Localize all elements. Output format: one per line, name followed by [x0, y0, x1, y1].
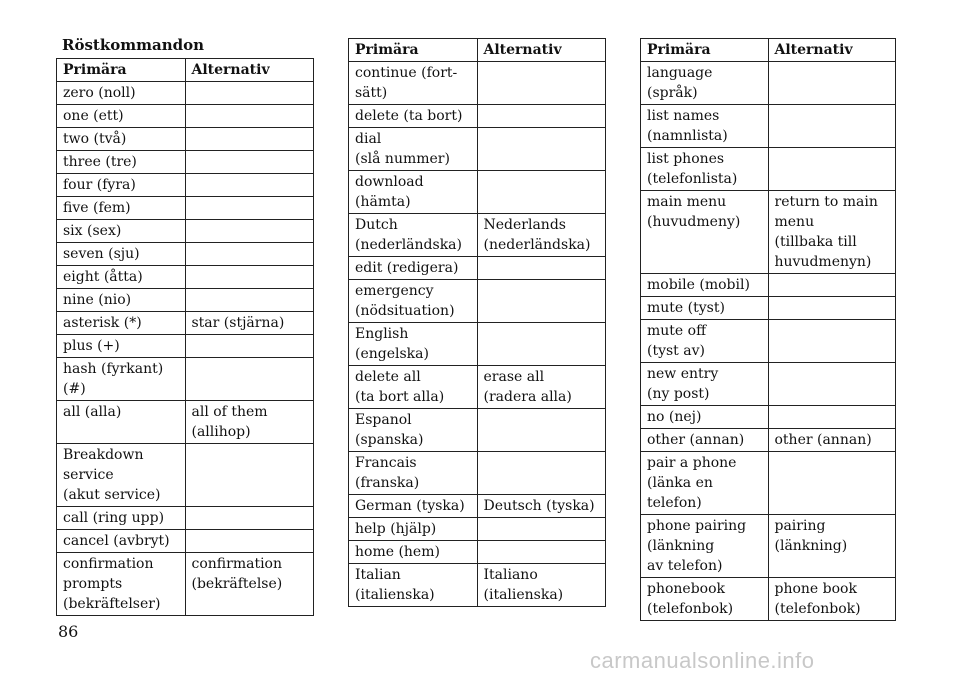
table-row	[641, 297, 896, 320]
table-row	[57, 507, 314, 530]
alternative-command-cell: erase all (radera alla)	[477, 366, 606, 409]
section-heading: Röstkommandon	[62, 36, 205, 54]
primary-command-cell: all (alla)	[57, 401, 186, 444]
primary-command-cell: delete (ta bort)	[349, 105, 478, 128]
table-row	[641, 320, 896, 363]
primary-command-cell: mute (tyst)	[641, 297, 769, 320]
primary-command-cell: asterisk (*)	[57, 312, 186, 335]
table-row	[57, 82, 314, 105]
table-header-row	[641, 39, 896, 62]
primary-command-cell: mobile (mobil)	[641, 274, 769, 297]
primary-command-cell: phonebook (telefonbok)	[641, 578, 769, 621]
table-row	[641, 406, 896, 429]
primary-command-cell: mute off (tyst av)	[641, 320, 769, 363]
alternative-command-cell	[477, 128, 606, 171]
primary-command-cell: new entry (ny post)	[641, 363, 769, 406]
alternative-command-cell	[477, 409, 606, 452]
page-number: 86	[58, 622, 79, 641]
primary-command-cell: nine (nio)	[57, 289, 186, 312]
alternative-command-cell	[477, 323, 606, 366]
alternative-command-cell: phone book (telefonbok)	[768, 578, 896, 621]
primary-command-cell: home (hem)	[349, 541, 478, 564]
alternative-command-cell	[185, 289, 314, 312]
primary-command-cell: six (sex)	[57, 220, 186, 243]
table-row	[641, 105, 896, 148]
table-row	[57, 553, 314, 616]
alternative-command-cell: Italiano (italienska)	[477, 564, 606, 607]
primary-command-cell: cancel (avbryt)	[57, 530, 186, 553]
table-row	[57, 444, 314, 507]
primary-command-cell: no (nej)	[641, 406, 769, 429]
table-row	[641, 429, 896, 452]
alternative-command-cell	[768, 105, 896, 148]
alternative-command-cell	[477, 541, 606, 564]
primary-command-cell: pair a phone (länka en telefon)	[641, 452, 769, 515]
table-row	[641, 452, 896, 515]
alternative-command-cell	[477, 105, 606, 128]
alternative-command-cell	[185, 266, 314, 289]
primary-command-cell: list names (namnlista)	[641, 105, 769, 148]
alternative-command-cell	[768, 452, 896, 515]
table-header-row	[57, 59, 314, 82]
alternative-command-cell	[477, 257, 606, 280]
header-primary: Primära	[57, 59, 186, 82]
primary-command-cell: call (ring upp)	[57, 507, 186, 530]
alternative-command-cell	[768, 297, 896, 320]
alternative-command-cell	[477, 518, 606, 541]
table-row	[349, 280, 606, 323]
table-row	[349, 323, 606, 366]
table-row	[349, 495, 606, 518]
alternative-command-cell	[768, 62, 896, 105]
table-row	[349, 518, 606, 541]
table-row	[641, 148, 896, 191]
header-primary: Primära	[349, 39, 478, 62]
table-row	[641, 578, 896, 621]
table-row	[57, 358, 314, 401]
alternative-command-cell	[185, 335, 314, 358]
table-row	[57, 266, 314, 289]
primary-command-cell: eight (åtta)	[57, 266, 186, 289]
table-row	[349, 257, 606, 280]
alternative-command-cell	[768, 274, 896, 297]
alternative-command-cell	[185, 358, 314, 401]
watermark: carmanualsonline.info	[590, 648, 815, 673]
primary-command-cell: hash (fyrkant) (#)	[57, 358, 186, 401]
primary-command-cell: list phones (telefonlista)	[641, 148, 769, 191]
primary-command-cell: Italian (italienska)	[349, 564, 478, 607]
primary-command-cell: confirmation prompts (bekräftelser)	[57, 553, 186, 616]
primary-command-cell: delete all (ta bort alla)	[349, 366, 478, 409]
alternative-command-cell	[185, 444, 314, 507]
table-row	[57, 128, 314, 151]
primary-command-cell: language (språk)	[641, 62, 769, 105]
table-row	[349, 128, 606, 171]
alternative-command-cell	[768, 406, 896, 429]
alternative-command-cell	[768, 363, 896, 406]
alternative-command-cell	[185, 151, 314, 174]
alternative-command-cell: return to main menu (tillbaka till huvudmenyn)	[768, 191, 896, 274]
table-row	[349, 214, 606, 257]
primary-command-cell: phone pairing (länkning av telefon)	[641, 515, 769, 578]
primary-command-cell: dial (slå nummer)	[349, 128, 478, 171]
primary-command-cell: edit (redigera)	[349, 257, 478, 280]
alternative-command-cell: confirmation (bekräftelse)	[185, 553, 314, 616]
table-row	[349, 541, 606, 564]
table-row	[349, 62, 606, 105]
table-row	[57, 220, 314, 243]
table-row	[349, 366, 606, 409]
primary-command-cell: one (ett)	[57, 105, 186, 128]
alternative-command-cell	[185, 243, 314, 266]
table-row	[57, 401, 314, 444]
primary-command-cell: zero (noll)	[57, 82, 186, 105]
alternative-command-cell	[477, 171, 606, 214]
table-row	[641, 274, 896, 297]
table-row	[57, 312, 314, 335]
primary-command-cell: Francais (franska)	[349, 452, 478, 495]
alternative-command-cell: other (annan)	[768, 429, 896, 452]
header-primary: Primära	[641, 39, 769, 62]
alternative-command-cell	[477, 62, 606, 105]
table-row	[57, 335, 314, 358]
alternative-command-cell	[477, 280, 606, 323]
primary-command-cell: main menu (huvudmeny)	[641, 191, 769, 274]
table-row	[57, 243, 314, 266]
primary-command-cell: other (annan)	[641, 429, 769, 452]
primary-command-cell: English (engelska)	[349, 323, 478, 366]
alternative-command-cell	[185, 507, 314, 530]
table-row	[349, 171, 606, 214]
alternative-command-cell	[185, 105, 314, 128]
alternative-command-cell	[477, 452, 606, 495]
table-row	[57, 105, 314, 128]
alternative-command-cell	[185, 128, 314, 151]
alternative-command-cell: pairing (länkning)	[768, 515, 896, 578]
primary-command-cell: plus (+)	[57, 335, 186, 358]
primary-command-cell: help (hjälp)	[349, 518, 478, 541]
table-header-row	[349, 39, 606, 62]
table-row	[641, 515, 896, 578]
primary-command-cell: Espanol (spanska)	[349, 409, 478, 452]
table-row	[349, 452, 606, 495]
voice-command-table-2	[348, 38, 606, 607]
table-row	[57, 289, 314, 312]
alternative-command-cell	[768, 148, 896, 191]
table-row	[641, 191, 896, 274]
table-row	[641, 363, 896, 406]
alternative-command-cell: all of them (allihop)	[185, 401, 314, 444]
primary-command-cell: five (fem)	[57, 197, 186, 220]
table-row	[57, 174, 314, 197]
primary-command-cell: three (tre)	[57, 151, 186, 174]
primary-command-cell: two (två)	[57, 128, 186, 151]
table-row	[57, 151, 314, 174]
alternative-command-cell	[768, 320, 896, 363]
alternative-command-cell: Deutsch (tyska)	[477, 495, 606, 518]
primary-command-cell: seven (sju)	[57, 243, 186, 266]
alternative-command-cell: Nederlands (nederländska)	[477, 214, 606, 257]
primary-command-cell: download (hämta)	[349, 171, 478, 214]
alternative-command-cell: star (stjärna)	[185, 312, 314, 335]
alternative-command-cell	[185, 82, 314, 105]
alternative-command-cell	[185, 530, 314, 553]
primary-command-cell: four (fyra)	[57, 174, 186, 197]
primary-command-cell: continue (fort- sätt)	[349, 62, 478, 105]
table-row	[349, 564, 606, 607]
table-row	[641, 62, 896, 105]
alternative-command-cell	[185, 197, 314, 220]
voice-command-table-1	[56, 58, 314, 616]
header-alternative: Alternativ	[185, 59, 314, 82]
header-alternative: Alternativ	[477, 39, 606, 62]
voice-command-table-3	[640, 38, 896, 621]
table-row	[349, 105, 606, 128]
primary-command-cell: Dutch (nederländska)	[349, 214, 478, 257]
table-row	[349, 409, 606, 452]
header-alternative: Alternativ	[768, 39, 896, 62]
alternative-command-cell	[185, 174, 314, 197]
primary-command-cell: German (tyska)	[349, 495, 478, 518]
primary-command-cell: Breakdown service (akut service)	[57, 444, 186, 507]
alternative-command-cell	[185, 220, 314, 243]
table-row	[57, 530, 314, 553]
primary-command-cell: emergency (nödsituation)	[349, 280, 478, 323]
table-row	[57, 197, 314, 220]
